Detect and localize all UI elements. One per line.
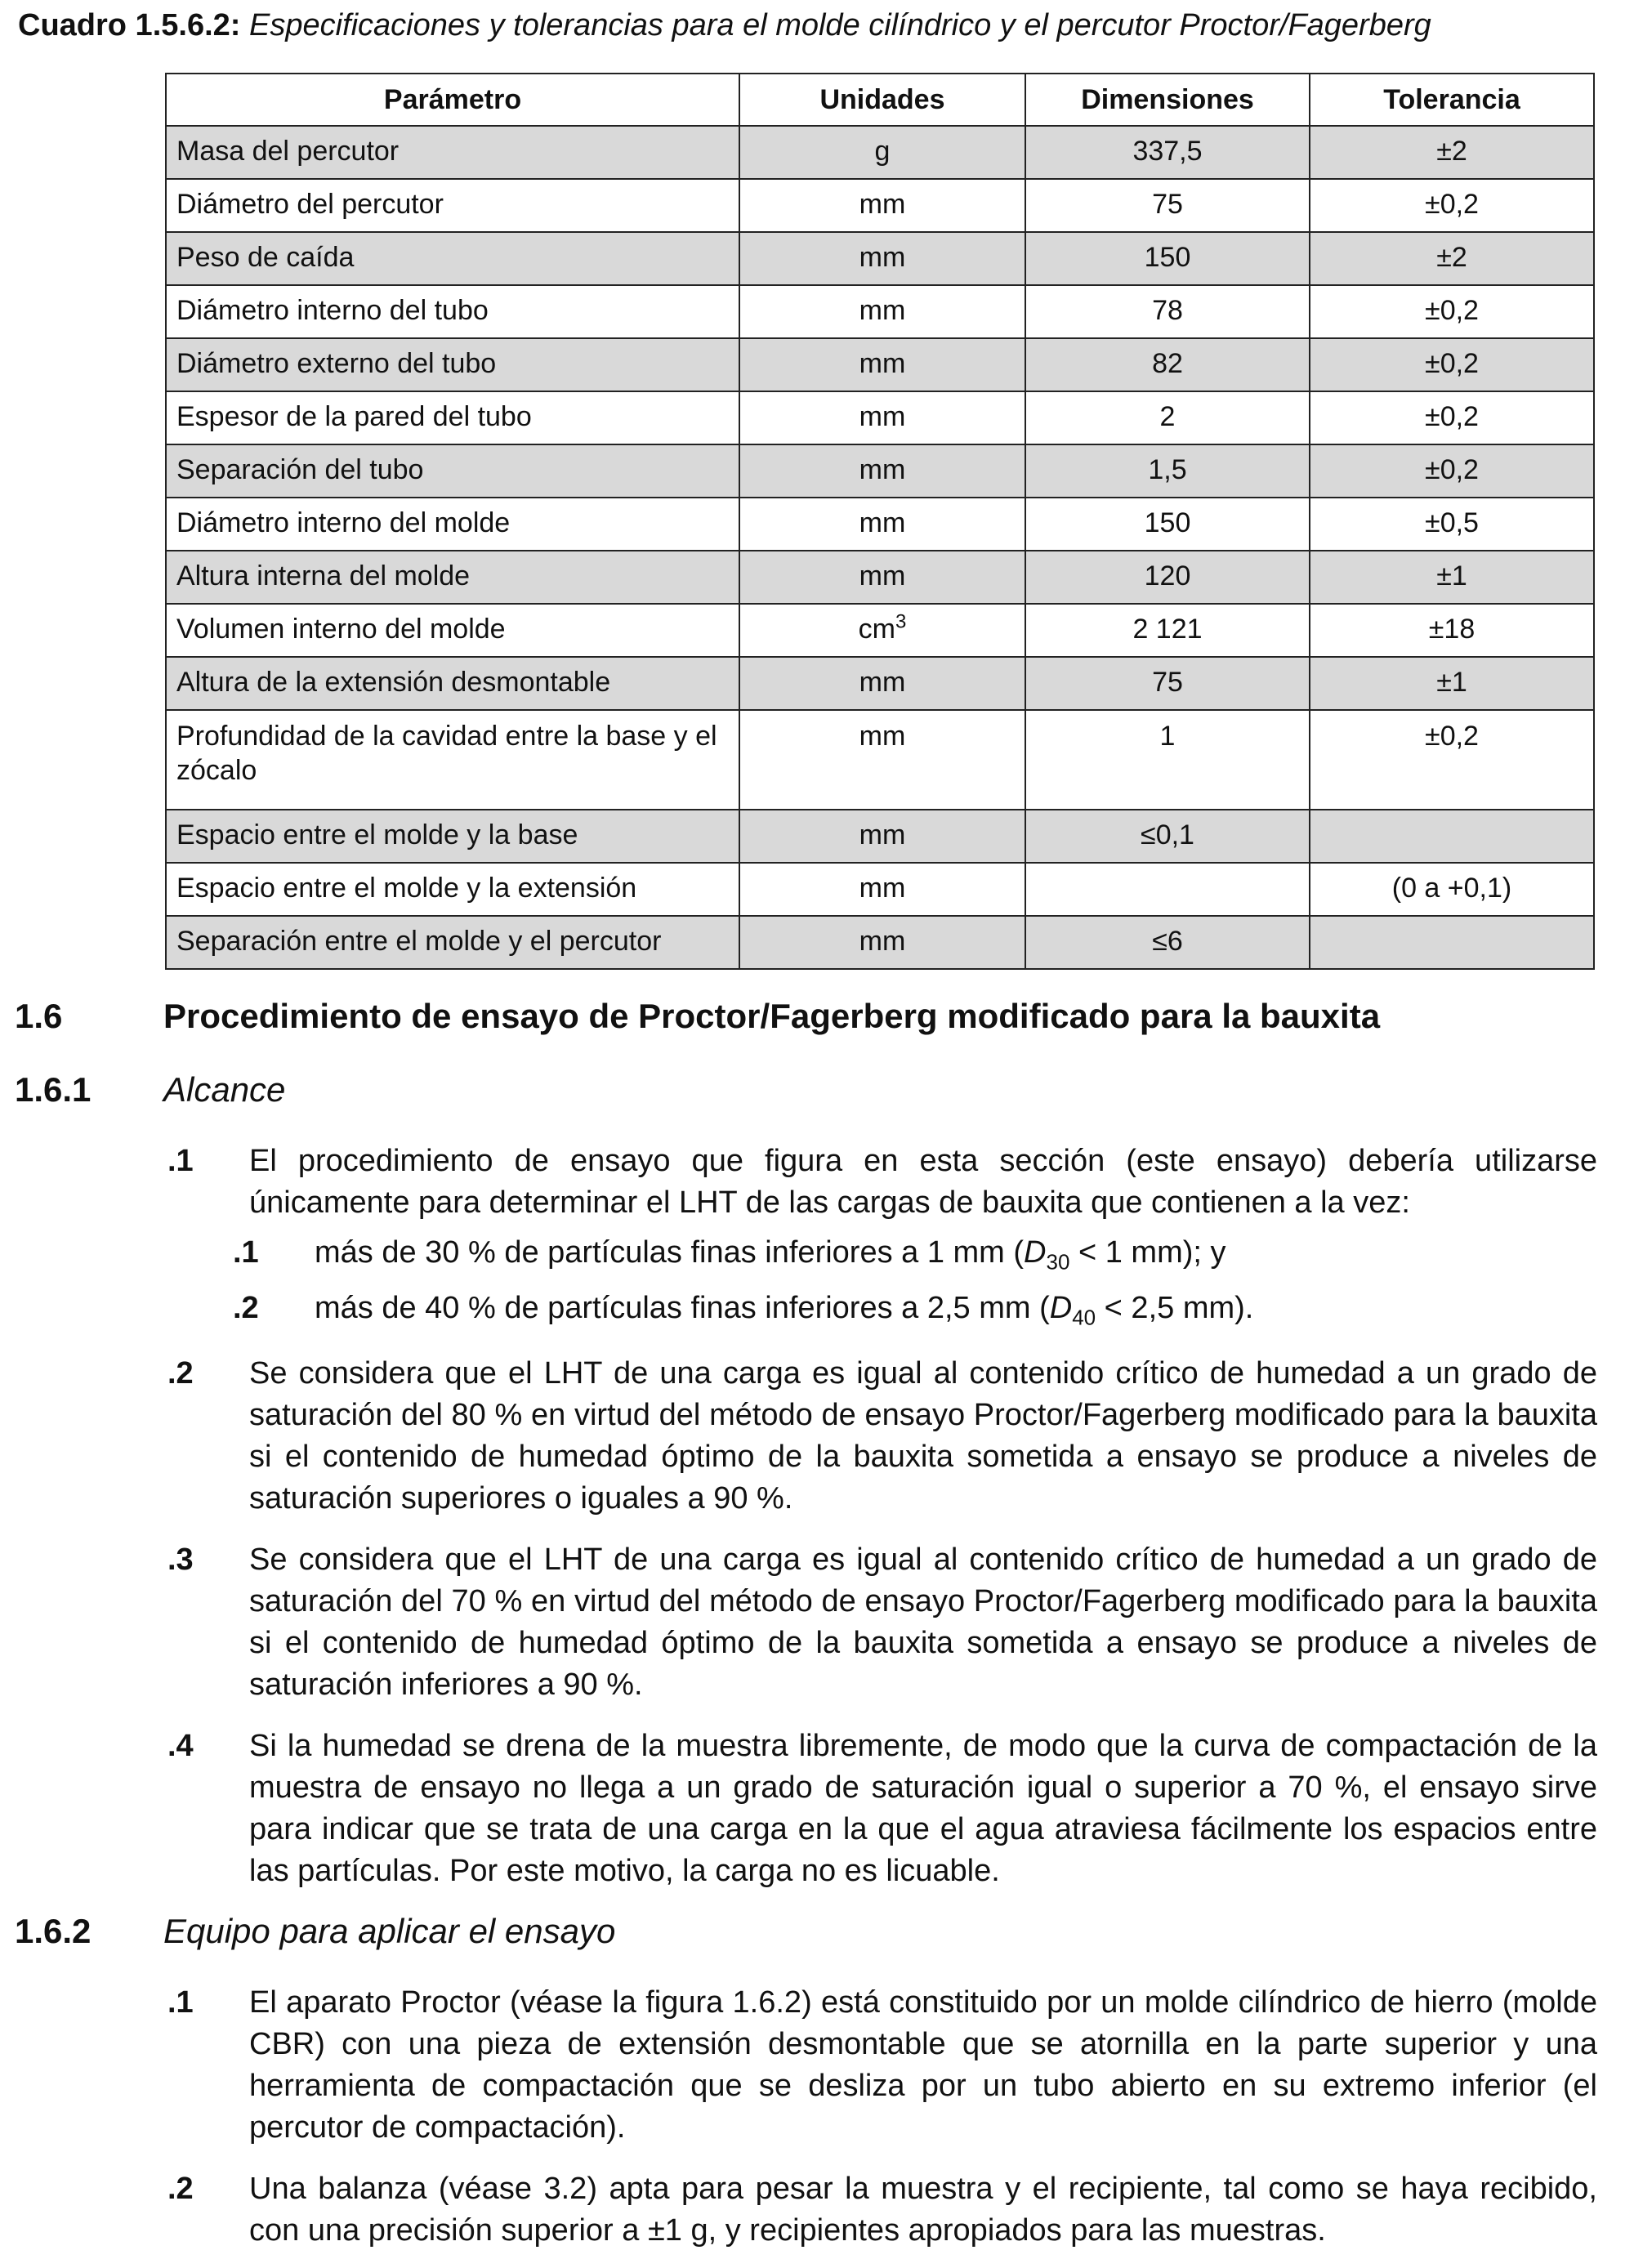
table-row — [166, 604, 1594, 657]
paragraph — [167, 1726, 1597, 1892]
cell-unidades: mm — [739, 916, 1025, 969]
cell-parametro: Altura interna del molde — [166, 551, 739, 604]
cell-tolerancia: (0 a +0,1) — [1310, 863, 1594, 916]
cell-unidades: mm — [739, 498, 1025, 551]
subsection-title: Equipo para aplicar el ensayo — [163, 1912, 616, 1950]
paragraph-number: .4 — [167, 1729, 194, 1763]
cell-tolerancia: ±0,2 — [1310, 391, 1594, 444]
cell-unidades: mm — [739, 810, 1025, 863]
paragraph-number: .1 — [167, 1144, 194, 1178]
cell-unidades: mm — [739, 657, 1025, 710]
table-row — [166, 338, 1594, 391]
cell-parametro: Espesor de la pared del tubo — [166, 391, 739, 444]
paragraph — [167, 1539, 1597, 1706]
table-row — [166, 285, 1594, 338]
table-row — [166, 444, 1594, 498]
paragraph-text: El procedimiento de ensayo que figura en esta sección (este ensayo) debería utilizarse únicamente para determinar el LHT de las cargas de bauxita que contienen a la vez: — [249, 1144, 1597, 1220]
cell-unidades: mm — [739, 179, 1025, 232]
cell-tolerancia — [1310, 916, 1594, 969]
cell-tolerancia: ±0,2 — [1310, 179, 1594, 232]
cell-parametro: Peso de caída — [166, 232, 739, 285]
paragraph — [167, 1353, 1597, 1520]
cell-dimensiones: 2 — [1025, 391, 1310, 444]
subsection-title: Alcance — [163, 1070, 286, 1109]
table-row — [166, 179, 1594, 232]
paragraph-text: El aparato Proctor (véase la figura 1.6.2) está constituido por un molde cilíndrico de hierro (molde CBR) con una pieza de extensión desmontable que se atornilla en la parte superior y una herramienta de compactación que se desliza por un tubo abierto en su extremo inferior (el percutor de compactación). — [249, 1985, 1597, 2145]
cell-parametro: Masa del percutor — [166, 126, 739, 179]
cell-dimensiones: 120 — [1025, 551, 1310, 604]
cell-tolerancia: ±1 — [1310, 551, 1594, 604]
cell-tolerancia: ±1 — [1310, 657, 1594, 710]
cell-dimensiones: 150 — [1025, 232, 1310, 285]
paragraph-number: .2 — [167, 2172, 194, 2206]
table-row — [166, 810, 1594, 863]
table-row — [166, 863, 1594, 916]
paragraph — [167, 1982, 1597, 2149]
table-row — [166, 710, 1594, 810]
cell-parametro: Separación entre el molde y el percutor — [166, 916, 739, 969]
cell-parametro: Diámetro del percutor — [166, 179, 739, 232]
cell-parametro: Espacio entre el molde y la extensión — [166, 863, 739, 916]
cell-tolerancia: ±18 — [1310, 604, 1594, 657]
list-item — [233, 1232, 1597, 1274]
cell-dimensiones: ≤0,1 — [1025, 810, 1310, 863]
cell-unidades: mm — [739, 232, 1025, 285]
list-item-text: más de 40 % de partículas finas inferiores a 2,5 mm ($D_{40} < 2,5$ mm). — [315, 1291, 1254, 1330]
header-tolerancia: Tolerancia — [1310, 74, 1594, 126]
cell-parametro: Volumen interno del molde — [166, 604, 739, 657]
cell-tolerancia: ±0,2 — [1310, 710, 1594, 810]
table-row — [166, 498, 1594, 551]
paragraph-number: .2 — [167, 1356, 194, 1391]
table-header-row — [166, 74, 1594, 126]
list-item — [233, 1288, 1597, 1329]
cell-parametro: Profundidad de la cavidad entre la base y el zócalo — [166, 710, 739, 810]
cell-dimensiones: 75 — [1025, 179, 1310, 232]
paragraph-number: .3 — [167, 1543, 194, 1577]
cell-tolerancia: ±2 — [1310, 126, 1594, 179]
paragraph-text: Se considera que el LHT de una carga es igual al contenido crítico de humedad a un grado de saturación del 80 % en virtud del método de ensayo Proctor/Fagerberg modificado para la bauxita si el contenido de humedad óptimo de la bauxita sometida a ensayo se produce a niveles de saturación superiores o iguales a 90 %. — [249, 1356, 1597, 1516]
list-item-number: .2 — [233, 1291, 259, 1325]
subsection-number: 1.6.1 — [15, 1070, 92, 1109]
table-row — [166, 232, 1594, 285]
cell-unidades: mm — [739, 285, 1025, 338]
cell-dimensiones: 337,5 — [1025, 126, 1310, 179]
paragraph-number: .1 — [167, 1985, 194, 2020]
cell-parametro: Diámetro externo del tubo — [166, 338, 739, 391]
table-caption-label: Cuadro 1.5.6.2: — [18, 8, 241, 42]
cell-dimensiones: 2 121 — [1025, 604, 1310, 657]
cell-dimensiones: 78 — [1025, 285, 1310, 338]
list-item-text: más de 30 % de partículas finas inferiores a 1 mm ($D_{30} < 1$ mm); y — [315, 1235, 1226, 1275]
spec-table — [165, 73, 1595, 970]
cell-dimensiones: ≤6 — [1025, 916, 1310, 969]
cell-tolerancia: ±0,2 — [1310, 285, 1594, 338]
cell-parametro: Diámetro interno del molde — [166, 498, 739, 551]
cell-unidades: $cm^3$ — [739, 604, 1025, 657]
section-title: Procedimiento de ensayo de Proctor/Fagerberg modificado para la bauxita — [163, 997, 1381, 1035]
cell-parametro: Separación del tubo — [166, 444, 739, 498]
table-row — [166, 391, 1594, 444]
cell-tolerancia: ±2 — [1310, 232, 1594, 285]
table-row — [166, 551, 1594, 604]
section-number: 1.6 — [15, 997, 63, 1035]
cell-tolerancia: ±0,2 — [1310, 444, 1594, 498]
cell-unidades: mm — [739, 444, 1025, 498]
paragraph — [167, 2168, 1597, 2252]
paragraph-text: Una balanza (véase 3.2) apta para pesar la muestra y el recipiente, tal como se haya recibido, con una precisión superior a ±1 g, y recipientes apropiados para las muestras. — [249, 2172, 1597, 2248]
subsection-heading-equipo — [15, 1912, 615, 1951]
paragraph — [167, 1141, 1597, 1224]
header-unidades: Unidades — [739, 74, 1025, 126]
cell-parametro: Altura de la extensión desmontable — [166, 657, 739, 710]
table-caption-title: Especificaciones y tolerancias para el molde cilíndrico y el percutor Proctor/Fagerberg — [248, 8, 1431, 42]
cell-tolerancia: ±0,2 — [1310, 338, 1594, 391]
header-dimensiones: Dimensiones — [1025, 74, 1310, 126]
table-row — [166, 126, 1594, 179]
cell-parametro: Diámetro interno del tubo — [166, 285, 739, 338]
cell-unidades: mm — [739, 710, 1025, 810]
cell-unidades: mm — [739, 863, 1025, 916]
cell-dimensiones — [1025, 863, 1310, 916]
cell-parametro: Espacio entre el molde y la base — [166, 810, 739, 863]
subsection-heading-alcance — [15, 1070, 285, 1109]
header-parametro: Parámetro — [166, 74, 739, 126]
cell-dimensiones: 75 — [1025, 657, 1310, 710]
cell-tolerancia — [1310, 810, 1594, 863]
section-heading — [15, 997, 1380, 1036]
table-row — [166, 657, 1594, 710]
paragraph-text: Se considera que el LHT de una carga es igual al contenido crítico de humedad a un grado de saturación del 70 % en virtud del método de ensayo Proctor/Fagerberg modificado para la bauxita si el contenido de humedad óptimo de la bauxita sometida a ensayo se produce a niveles de saturación inferiores a 90 %. — [249, 1543, 1597, 1702]
paragraph-text: Si la humedad se drena de la muestra libremente, de modo que la curva de compactación de la muestra de ensayo no llega a un grado de saturación igual o superior a 70 %, el ensayo sirve para indicar que se trata de una carga en la que el agua atraviesa fácilmente los espacios entre las partículas. Por este motivo, la carga no es licuable. — [249, 1729, 1597, 1888]
cell-unidades: mm — [739, 338, 1025, 391]
cell-tolerancia: ±0,5 — [1310, 498, 1594, 551]
cell-dimensiones: 1,5 — [1025, 444, 1310, 498]
cell-dimensiones: 150 — [1025, 498, 1310, 551]
subsection-number: 1.6.2 — [15, 1912, 92, 1950]
cell-unidades: mm — [739, 391, 1025, 444]
table-row — [166, 916, 1594, 969]
cell-unidades: mm — [739, 551, 1025, 604]
cell-unidades: g — [739, 126, 1025, 179]
list-item-number: .1 — [233, 1235, 259, 1270]
cell-dimensiones: 82 — [1025, 338, 1310, 391]
cell-dimensiones: 1 — [1025, 710, 1310, 810]
table-caption — [18, 3, 1619, 47]
